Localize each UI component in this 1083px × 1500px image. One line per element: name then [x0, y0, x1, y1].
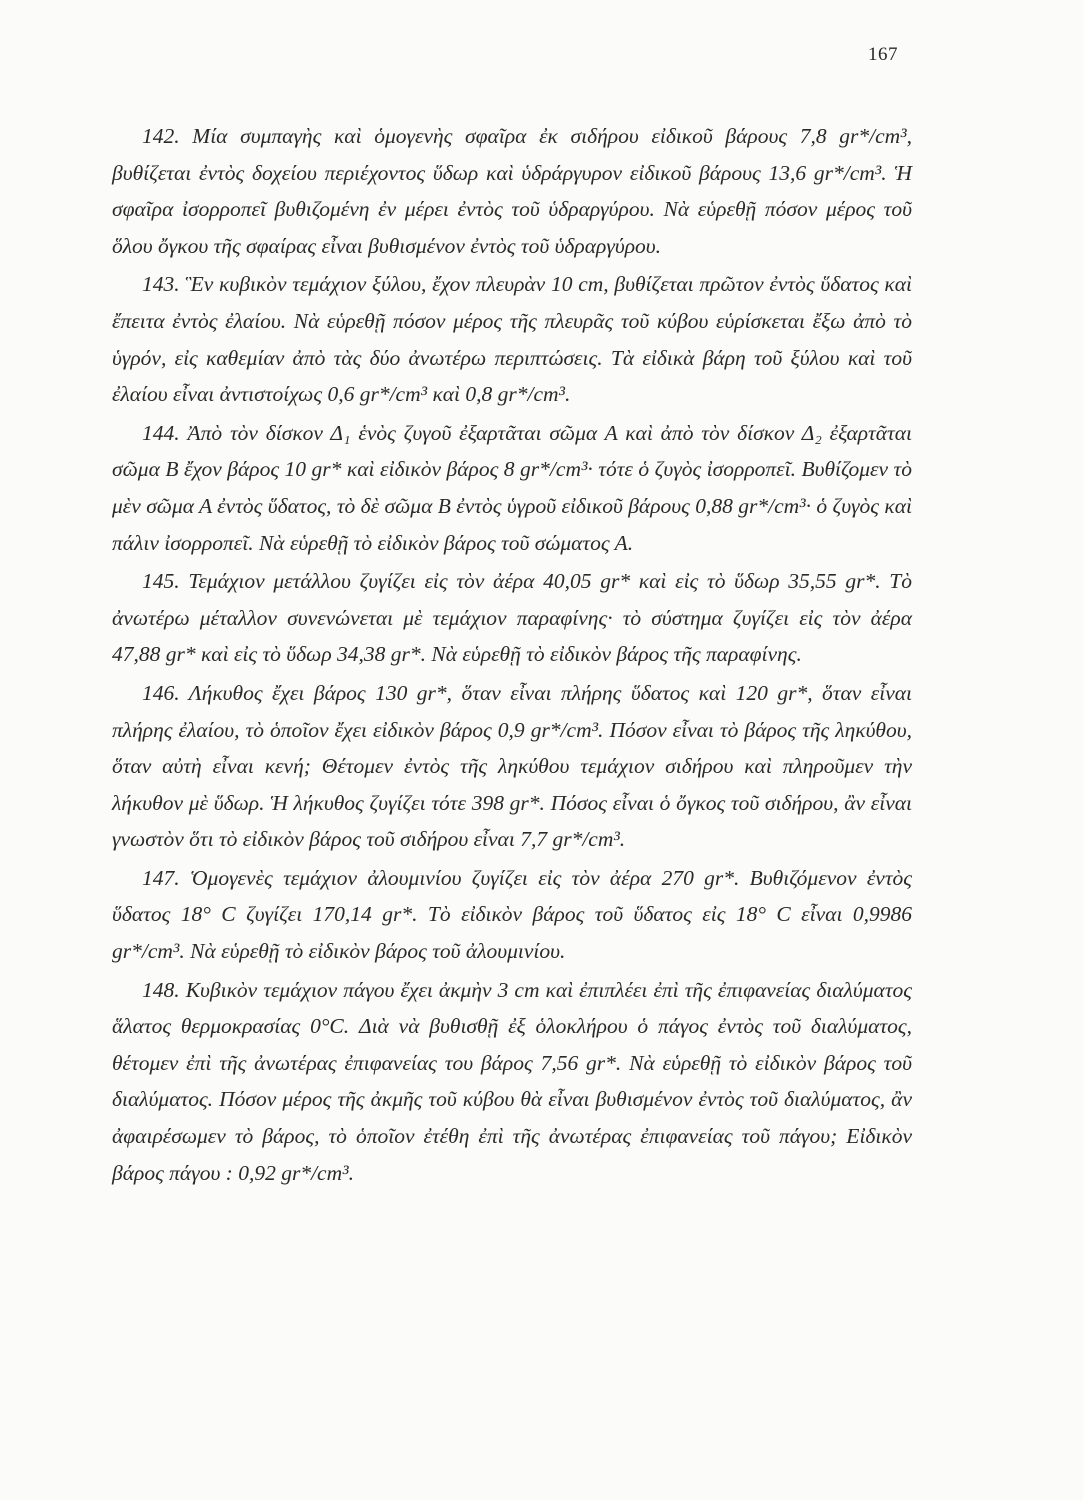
problem-number: 148.	[142, 977, 180, 1002]
problem-text: Τεμάχιον μετάλλου ζυγίζει εἰς τὸν ἀέρα 40,05 gr* καὶ εἰς τὸ ὕδωρ 35,55 gr*. Τὸ ἀνωτέρω μέταλλον συνενώνεται μὲ τεμάχιον παραφίνης· τὸ σύστημα ζυγίζει εἰς τὸν ἀέρα 47,88 gr* καὶ εἰς τὸ ὕδωρ 34,38 gr*. Νὰ εὑρεθῇ τὸ εἰδικὸν βάρος τῆς παραφίνης.	[112, 569, 913, 667]
problem-text: Μία συμπαγὴς καὶ ὁμογενὴς σφαῖρα ἐκ σιδήρου εἰδικοῦ βάρους 7,8 gr*/cm³, βυθίζεται ἐντὸς δοχείου περιέχοντος ὕδωρ καὶ ὑδράργυρον εἰδικοῦ βάρους 13,6 gr*/cm³. Ἡ σφαῖρα ἰσορροπεῖ βυθιζομένη ἐν μέρει ἐντὸς τοῦ ὑδραργύρου. Νὰ εὑρεθῇ πόσον μέρος τοῦ ὅλου ὄγκου τῆς σφαίρας εἶναι βυθισμένον ἐντὸς τοῦ ὑδραργύρου.	[112, 124, 912, 258]
problems-list	[112, 118, 912, 1193]
problem-number: 147.	[142, 865, 180, 890]
problem-147	[112, 860, 912, 970]
problem-145	[112, 563, 912, 673]
problem-number: 146.	[142, 680, 180, 705]
problem-number: 142.	[142, 124, 180, 148]
problem-number: 144.	[142, 420, 180, 445]
problem-148	[112, 972, 912, 1192]
problem-142	[112, 118, 912, 264]
problem-143	[112, 266, 912, 412]
problem-text: Ἀπὸ τὸν δίσκον Δ₁ ἑνὸς ζυγοῦ ἐξαρτᾶται σῶμα Α καὶ ἀπὸ τὸν δίσκον Δ₂ ἐξαρτᾶται σῶμα Β ἔχον βάρος 10 gr* καὶ εἰδικὸν βάρος 8 gr*/cm³· τότε ὁ ζυγὸς ἰσορροπεῖ. Βυθίζομεν τὸ μὲν σῶμα Α ἐντὸς ὕδατος, τὸ δὲ σῶμα Β ἐντὸς ὑγροῦ εἰδικοῦ βάρους 0,88 gr*/cm³· ὁ ζυγὸς καὶ πάλιν ἰσορροπεῖ. Νὰ εὑρεθῇ τὸ εἰδικὸν βάρος τοῦ σώματος Α.	[112, 420, 912, 555]
problem-144	[112, 415, 912, 561]
problem-text: Ἓν κυβικὸν τεμάχιον ξύλου, ἔχον πλευρὰν 10 cm, βυθίζεται πρῶτον ἐντὸς ὕδατος καὶ ἔπειτα ἐντὸς ἐλαίου. Νὰ εὑρεθῇ πόσον μέρος τῆς πλευρᾶς τοῦ κύβου εὑρίσκεται ἔξω ἀπὸ τὸ ὑγρόν, εἰς καθεμίαν ἀπὸ τὰς δύο ἀνωτέρω περιπτώσεις. Τὰ εἰδικὰ βάρη τοῦ ξύλου καὶ τοῦ ἐλαίου εἶναι ἀντιστοίχως 0,6 gr*/cm³ καὶ 0,8 gr*/cm³.	[112, 272, 912, 407]
problem-text: Ὁμογενὲς τεμάχιον ἀλουμινίου ζυγίζει εἰς τὸν ἀέρα 270 gr*. Βυθιζόμενον ἐντὸς ὕδατος 18° C ζυγίζει 170,14 gr*. Τὸ εἰδικὸν βάρος τοῦ ὕδατος εἰς 18° C εἶναι 0,9986 gr*/cm³. Νὰ εὑρεθῇ τὸ εἰδικὸν βάρος τοῦ ἀλουμινίου.	[112, 865, 913, 964]
problem-146	[112, 675, 912, 858]
page-number: 167	[868, 44, 898, 65]
problem-number: 145.	[142, 569, 180, 594]
problem-text: Κυβικὸν τεμάχιον πάγου ἔχει ἀκμὴν 3 cm καὶ ἐπιπλέει ἐπὶ τῆς ἐπιφανείας διαλύματος ἅλατος θερμοκρασίας 0°C. Διὰ νὰ βυθισθῇ ἐξ ὁλοκλήρου ὁ πάγος ἐντὸς τοῦ διαλύματος, θέτομεν ἐπὶ τῆς ἀνωτέρας ἐπιφανείας του βάρος 7,56 gr*. Νὰ εὑρεθῇ τὸ εἰδικὸν βάρος τοῦ διαλύματος. Πόσον μέρος τῆς ἀκμῆς τοῦ κύβου θὰ εἶναι βυθισμένον ἐντὸς τοῦ διαλύματος, ἂν ἀφαιρέσωμεν τὸ βάρος, τὸ ὁποῖον ἐτέθη ἐπὶ τῆς ἀνωτέρας ἐπιφανείας τοῦ πάγου; Εἰδικὸν βάρος πάγου : 0,92 gr*/cm³.	[112, 977, 912, 1185]
problem-text: Λήκυθος ἔχει βάρος 130 gr*, ὅταν εἶναι πλήρης ὕδατος καὶ 120 gr*, ὅταν εἶναι πλήρης ἐλαίου, τὸ ὁποῖον ἔχει εἰδικὸν βάρος 0,9 gr*/cm³. Πόσον εἶναι τὸ βάρος τῆς ληκύθου, ὅταν αὐτὴ εἶναι κενή; Θέτομεν ἐντὸς τῆς ληκύθου τεμάχιον σιδήρου καὶ πληροῦμεν τὴν λήκυθον μὲ ὕδωρ. Ἡ λήκυθος ζυγίζει τότε 398 gr*. Πόσος εἶναι ὁ ὄγκος τοῦ σιδήρου, ἂν εἶναι γνωστὸν ὅτι τὸ εἰδικὸν βάρος τοῦ σιδήρου εἶναι 7,7 gr*/cm³.	[112, 680, 912, 852]
problem-number: 143.	[142, 272, 180, 297]
